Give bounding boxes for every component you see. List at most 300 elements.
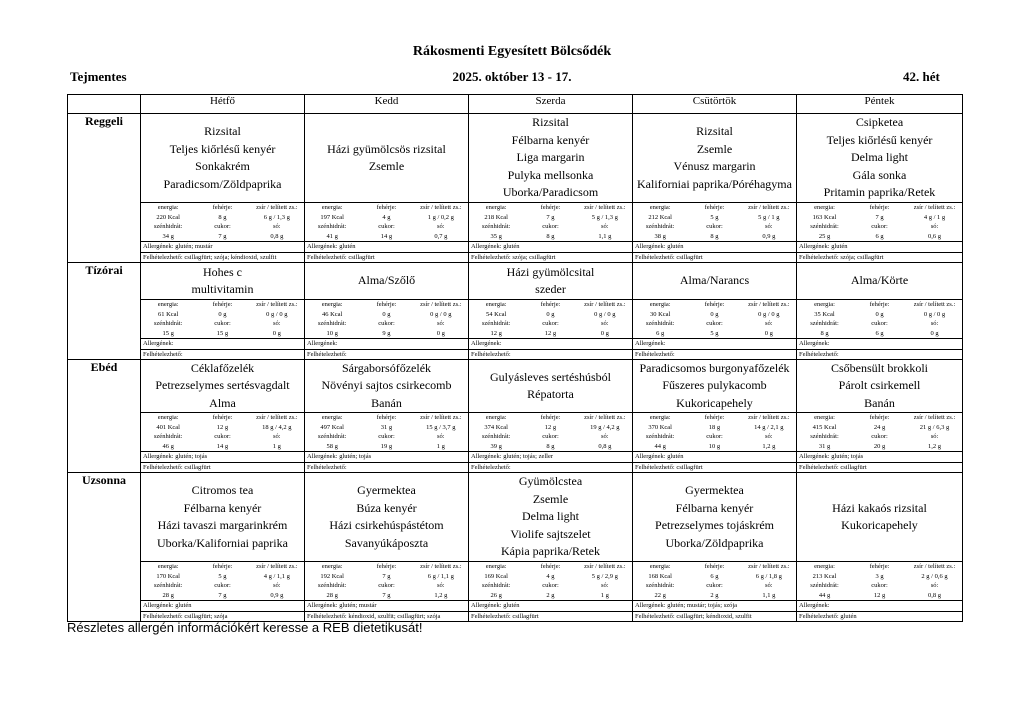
protein-value: 12 g bbox=[544, 423, 557, 431]
menu-item: Petrezselymes sertésvagdalt bbox=[155, 378, 290, 393]
menu-cell-friday bbox=[797, 263, 963, 360]
menu-item: Házi tavaszi margarinkrém bbox=[157, 518, 288, 532]
carb-value: 26 g bbox=[490, 591, 502, 599]
menu-item: Kukoricapehely bbox=[841, 518, 918, 532]
allergen-label: Allergének: bbox=[307, 340, 338, 347]
menu-item: Kaliforniai paprika/Póréhagyma bbox=[637, 176, 792, 191]
energy-value: 218 Kcal bbox=[484, 213, 508, 221]
protein-value: 5 g bbox=[218, 572, 227, 580]
fat-value: 5 g / 1,3 g bbox=[591, 213, 618, 221]
nutrition-table bbox=[141, 412, 304, 451]
allergen-label: Allergének: bbox=[635, 602, 666, 609]
menu-item: Alma/Körte bbox=[850, 273, 909, 288]
menu-item: Gála sonka bbox=[852, 167, 907, 182]
fat-label: zsír / telített zs.: bbox=[578, 562, 632, 572]
fat-label: zsír / telített zs.: bbox=[907, 562, 962, 572]
salt-value: 1 g bbox=[272, 442, 281, 450]
carb-label: szénhidrát: bbox=[481, 320, 511, 327]
sugar-label: cukor: bbox=[542, 433, 559, 440]
carb-value: 58 g bbox=[326, 442, 338, 450]
protein-value: 0 g bbox=[875, 310, 884, 318]
carb-label: szénhidrát: bbox=[810, 433, 839, 440]
energy-value: 170 Kcal bbox=[156, 572, 180, 580]
allergen-value: glutén bbox=[175, 602, 192, 609]
protein-label: fehérje: bbox=[359, 203, 413, 213]
allergen-value: glutén; tojás bbox=[339, 453, 372, 460]
date-range: 2025. október 13 - 17. bbox=[452, 69, 572, 84]
sugar-value: 7 g bbox=[218, 591, 227, 599]
meal-row bbox=[68, 360, 963, 473]
may-contain-value: csillagfürt; szója bbox=[184, 612, 228, 620]
may-contain-value: kéndioxid, szulfit; csillagfürt; szója bbox=[348, 612, 441, 620]
meal-row bbox=[68, 263, 963, 360]
may-contain-line bbox=[305, 252, 468, 263]
menu-item: Paradicsom/Zöldpaprika bbox=[163, 176, 282, 191]
salt-value: 1 g bbox=[436, 442, 445, 450]
protein-label: fehérje: bbox=[359, 562, 413, 572]
salt-value: 1,1 g bbox=[762, 591, 776, 599]
protein-label: fehérje: bbox=[523, 562, 577, 572]
fat-label: zsír / telített zs.: bbox=[414, 562, 468, 572]
energy-label: energia: bbox=[305, 413, 359, 423]
may-contain-value: csillagfürt bbox=[184, 463, 211, 471]
energy-value: 213 Kcal bbox=[812, 572, 837, 580]
menu-item: Fűszeres pulykacomb bbox=[662, 378, 767, 393]
carb-value: 15 g bbox=[162, 329, 174, 337]
may-contain-line bbox=[633, 252, 796, 263]
menu-item: Házi csirkehúspástétom bbox=[329, 518, 444, 532]
energy-label: energia: bbox=[469, 300, 523, 310]
salt-value: 0,9 g bbox=[762, 232, 776, 240]
carb-label: szénhidrát: bbox=[645, 223, 675, 230]
carb-value: 44 g bbox=[818, 591, 831, 599]
menu-item: Uborka/Kaliforniai paprika bbox=[157, 535, 288, 550]
allergen-line bbox=[305, 338, 468, 349]
fat-label: zsír / telített zs.: bbox=[250, 562, 304, 572]
energy-label: energia: bbox=[469, 562, 523, 572]
carb-value: 35 g bbox=[490, 232, 502, 240]
allergen-line bbox=[797, 451, 962, 462]
meal-label: Tízórai bbox=[68, 263, 141, 360]
menu-cell-tuesday bbox=[305, 114, 469, 263]
menu-item: Pritamin paprika/Retek bbox=[823, 185, 936, 200]
salt-label: só: bbox=[930, 582, 939, 589]
protein-label: fehérje: bbox=[523, 203, 577, 213]
allergen-line bbox=[469, 600, 632, 611]
may-contain-label: Felhételezhető: bbox=[799, 350, 839, 358]
menu-items bbox=[141, 263, 304, 299]
energy-value: 220 Kcal bbox=[156, 213, 180, 221]
menu-cell-friday bbox=[797, 360, 963, 473]
allergen-label: Allergének: bbox=[635, 340, 666, 347]
may-contain-value: csillagfürt bbox=[348, 253, 375, 261]
allergen-value: glutén bbox=[831, 243, 848, 250]
allergen-value: glutén bbox=[667, 453, 684, 460]
fat-label: zsír / telített zs.: bbox=[578, 203, 632, 213]
fat-value: 0 g / 0 g bbox=[594, 310, 616, 318]
carb-value: 10 g bbox=[326, 329, 338, 337]
nutrition-table bbox=[797, 412, 962, 451]
carb-value: 46 g bbox=[162, 442, 174, 450]
sugar-label: cukor: bbox=[378, 582, 395, 589]
menu-item: Teljes kiőrlésű kenyér bbox=[169, 141, 276, 156]
fat-label: zsír / telített zs.: bbox=[250, 203, 304, 213]
nutrition-table bbox=[797, 561, 962, 600]
allergen-label: Allergének: bbox=[143, 453, 174, 460]
energy-value: 169 Kcal bbox=[484, 572, 508, 580]
may-contain-value: csillagfürt bbox=[840, 463, 867, 471]
fat-value: 2 g / 0,6 g bbox=[921, 572, 948, 580]
energy-value: 61 Kcal bbox=[157, 310, 179, 318]
menu-item: Uborka/Paradicsom bbox=[502, 185, 599, 200]
sugar-value: 10 g bbox=[708, 442, 721, 450]
protein-label: fehérje: bbox=[852, 203, 907, 213]
carb-label: szénhidrát: bbox=[645, 320, 675, 327]
weekly-menu-table bbox=[67, 94, 963, 622]
menu-item: Félbarna kenyér bbox=[511, 132, 590, 147]
protein-label: fehérje: bbox=[852, 562, 907, 572]
salt-label: só: bbox=[765, 223, 773, 230]
may-contain-value: csillagfürt bbox=[676, 253, 703, 261]
menu-item: Zsemle bbox=[696, 141, 733, 156]
carb-label: szénhidrát: bbox=[317, 223, 347, 230]
menu-item: Zsemle bbox=[368, 159, 405, 173]
salt-label: só: bbox=[273, 433, 281, 440]
may-contain-line bbox=[305, 462, 468, 473]
energy-label: energia: bbox=[633, 203, 687, 213]
menu-item: Sonkakrém bbox=[195, 159, 250, 173]
nutrition-table bbox=[469, 299, 632, 338]
carb-label: szénhidrát: bbox=[317, 582, 347, 589]
day-header-thursday: Csütörtök bbox=[633, 95, 797, 114]
menu-cell-wednesday bbox=[469, 263, 633, 360]
sugar-value: 12 g bbox=[873, 591, 886, 599]
allergen-label: Allergének: bbox=[307, 602, 338, 609]
allergen-label: Allergének: bbox=[471, 243, 502, 250]
may-contain-label: Felhételezhető: bbox=[471, 612, 511, 620]
menu-item: Párolt csirkemell bbox=[838, 378, 921, 393]
corner-cell bbox=[68, 95, 141, 114]
fat-label: zsír / telített zs.: bbox=[414, 300, 468, 310]
protein-label: fehérje: bbox=[195, 413, 249, 423]
may-contain-label: Felhételezhető: bbox=[799, 463, 839, 471]
sugar-label: cukor: bbox=[214, 433, 231, 440]
energy-value: 197 Kcal bbox=[320, 213, 344, 221]
sugar-value: 15 g bbox=[216, 329, 229, 337]
allergen-label: Allergének: bbox=[799, 243, 830, 250]
carb-label: szénhidrát: bbox=[153, 582, 183, 589]
fat-value: 0 g / 0 g bbox=[758, 310, 780, 318]
protein-value: 5 g bbox=[710, 213, 719, 221]
menu-items bbox=[797, 263, 962, 299]
energy-value: 415 Kcal bbox=[812, 423, 837, 431]
energy-value: 370 Kcal bbox=[648, 423, 672, 431]
may-contain-line bbox=[305, 349, 468, 360]
salt-value: 0,9 g bbox=[270, 591, 284, 599]
carb-label: szénhidrát: bbox=[810, 582, 839, 589]
menu-item: Alma/Narancs bbox=[679, 273, 750, 288]
salt-label: só: bbox=[601, 582, 609, 589]
menu-cell-tuesday bbox=[305, 263, 469, 360]
allergen-label: Allergének: bbox=[471, 453, 502, 460]
menu-item: Félbarna kenyér bbox=[675, 500, 754, 515]
allergen-value: glutén; tojás; zeller bbox=[503, 453, 554, 460]
nutrition-table bbox=[633, 561, 796, 600]
menu-item: Citromos tea bbox=[191, 483, 254, 497]
salt-label: só: bbox=[601, 320, 609, 327]
document-title: Rákosmenti Egyesített Bölcsődék bbox=[412, 44, 612, 59]
menu-item: Házi gyümölcsös rizsital bbox=[327, 141, 446, 156]
allergen-line bbox=[305, 241, 468, 252]
may-contain-line bbox=[797, 252, 962, 263]
fat-value: 1 g / 0,2 g bbox=[427, 213, 454, 221]
day-header-wednesday: Szerda bbox=[469, 95, 633, 114]
allergen-line bbox=[305, 451, 468, 462]
energy-value: 54 Kcal bbox=[485, 310, 507, 318]
carb-value: 28 g bbox=[326, 591, 338, 599]
allergen-label: Allergének: bbox=[307, 453, 338, 460]
protein-label: fehérje: bbox=[195, 562, 249, 572]
carb-value: 34 g bbox=[162, 232, 174, 240]
carb-label: szénhidrát: bbox=[645, 433, 675, 440]
menu-item: Céklafőzelék bbox=[190, 360, 255, 375]
nutrition-table bbox=[469, 202, 632, 241]
fat-label: zsír / telített zs.: bbox=[414, 203, 468, 213]
menu-item: Rizsital bbox=[532, 115, 569, 130]
menu-item: Gyermektea bbox=[685, 483, 744, 497]
menu-item: Növényi sajtos csirkecomb bbox=[321, 378, 452, 393]
carb-value: 41 g bbox=[326, 232, 338, 240]
menu-item: Kukoricapehely bbox=[676, 395, 753, 410]
menu-item: Banán bbox=[864, 395, 895, 410]
menu-item: Rizsital bbox=[696, 124, 733, 138]
fat-value: 21 g / 6,3 g bbox=[919, 423, 950, 431]
allergen-value: glutén; mustár; tojás; szója bbox=[667, 602, 738, 609]
fat-label: zsír / telített zs.: bbox=[414, 413, 468, 423]
salt-value: 0 g bbox=[272, 329, 281, 337]
menu-cell-monday bbox=[141, 473, 305, 622]
fat-label: zsír / telített zs.: bbox=[907, 203, 962, 213]
may-contain-line bbox=[141, 462, 304, 473]
energy-label: energia: bbox=[141, 562, 195, 572]
salt-label: só: bbox=[273, 582, 281, 589]
may-contain-label: Felhételezhető: bbox=[307, 253, 347, 261]
protein-label: fehérje: bbox=[359, 300, 413, 310]
salt-value: 0,6 g bbox=[928, 232, 941, 240]
sugar-label: cukor: bbox=[706, 582, 723, 589]
salt-value: 0 g bbox=[436, 329, 445, 337]
fat-value: 18 g / 4,2 g bbox=[262, 423, 292, 431]
energy-label: energia: bbox=[633, 562, 687, 572]
carb-value: 39 g bbox=[490, 442, 502, 450]
may-contain-line bbox=[797, 349, 962, 360]
sugar-value: 8 g bbox=[546, 232, 555, 240]
salt-label: só: bbox=[437, 320, 445, 327]
energy-value: 401 Kcal bbox=[156, 423, 180, 431]
sugar-value: 2 g bbox=[546, 591, 555, 599]
protein-value: 24 g bbox=[873, 423, 886, 431]
carb-value: 22 g bbox=[654, 591, 666, 599]
salt-label: só: bbox=[930, 433, 939, 440]
salt-label: só: bbox=[930, 320, 939, 327]
menu-item: Répatorta bbox=[527, 387, 574, 401]
allergen-value: glutén; mustár bbox=[175, 243, 213, 250]
may-contain-line bbox=[469, 611, 632, 622]
fat-value: 6 g / 1,1 g bbox=[427, 572, 454, 580]
allergen-line bbox=[633, 338, 796, 349]
sugar-value: 8 g bbox=[710, 232, 719, 240]
sugar-label: cukor: bbox=[378, 433, 395, 440]
menu-item: Rizsital bbox=[204, 124, 241, 138]
menu-item: Liga margarin bbox=[516, 150, 585, 165]
allergen-line bbox=[633, 451, 796, 462]
menu-cell-thursday bbox=[633, 360, 797, 473]
carb-value: 12 g bbox=[490, 329, 502, 337]
energy-label: energia: bbox=[305, 300, 359, 310]
carb-label: szénhidrát: bbox=[153, 320, 183, 327]
menu-item: Csipketea bbox=[855, 115, 904, 130]
salt-value: 1,2 g bbox=[928, 442, 941, 450]
protein-label: fehérje: bbox=[359, 413, 413, 423]
may-contain-line bbox=[469, 349, 632, 360]
carb-label: szénhidrát: bbox=[481, 433, 511, 440]
sugar-value: 7 g bbox=[382, 591, 391, 599]
meal-label: Ebéd bbox=[68, 360, 141, 473]
salt-value: 0,7 g bbox=[434, 232, 448, 240]
menu-item: Félbarna kenyér bbox=[183, 500, 262, 515]
carb-label: szénhidrát: bbox=[153, 433, 183, 440]
menu-item: Petrezselymes tojáskrém bbox=[655, 518, 774, 532]
salt-value: 1 g bbox=[600, 591, 609, 599]
sugar-value: 8 g bbox=[546, 442, 555, 450]
fat-label: zsír / telített zs.: bbox=[742, 203, 796, 213]
menu-items bbox=[305, 114, 468, 202]
fat-value: 0 g / 0 g bbox=[266, 310, 288, 318]
fat-label: zsír / telített zs.: bbox=[907, 413, 962, 423]
allergen-line bbox=[633, 600, 796, 611]
protein-label: fehérje: bbox=[195, 203, 249, 213]
allergen-line bbox=[797, 338, 962, 349]
salt-value: 0 g bbox=[764, 329, 773, 337]
sugar-value: 9 g bbox=[382, 329, 391, 337]
menu-items bbox=[141, 360, 304, 412]
sugar-value: 5 g bbox=[710, 329, 719, 337]
sugar-value: 20 g bbox=[873, 442, 886, 450]
energy-value: 30 Kcal bbox=[649, 310, 671, 318]
menu-cell-wednesday bbox=[469, 360, 633, 473]
fat-value: 14 g / 2,1 g bbox=[754, 423, 784, 431]
meal-row bbox=[68, 473, 963, 622]
energy-label: energia: bbox=[797, 413, 852, 423]
energy-label: energia: bbox=[797, 203, 852, 213]
menu-item: Gulyásleves sertéshúsból bbox=[490, 369, 611, 384]
may-contain-label: Felhételezhető: bbox=[799, 253, 839, 261]
energy-label: energia: bbox=[141, 203, 195, 213]
sugar-label: cukor: bbox=[378, 223, 395, 230]
meal-label: Reggeli bbox=[68, 114, 141, 263]
salt-value: 0,8 g bbox=[928, 591, 941, 599]
salt-label: só: bbox=[437, 433, 445, 440]
carb-value: 44 g bbox=[654, 442, 666, 450]
protein-value: 0 g bbox=[382, 310, 391, 318]
protein-label: fehérje: bbox=[687, 413, 741, 423]
energy-label: energia: bbox=[633, 300, 687, 310]
allergen-line bbox=[141, 600, 304, 611]
allergen-line bbox=[469, 241, 632, 252]
nutrition-table bbox=[305, 299, 468, 338]
may-contain-label: Felhételezhető: bbox=[799, 612, 839, 620]
carb-value: 8 g bbox=[820, 329, 829, 337]
protein-value: 7 g bbox=[546, 213, 555, 221]
menu-item: Banán bbox=[371, 395, 402, 410]
allergen-label: Allergének: bbox=[799, 340, 830, 347]
fat-value: 5 g / 1 g bbox=[758, 213, 780, 221]
may-contain-label: Felhételezhető: bbox=[471, 253, 511, 261]
menu-cell-monday bbox=[141, 360, 305, 473]
energy-value: 168 Kcal bbox=[648, 572, 672, 580]
allergen-line bbox=[141, 241, 304, 252]
fat-value: 0 g / 0 g bbox=[923, 310, 946, 318]
menu-items bbox=[797, 360, 962, 412]
fat-value: 15 g / 3,7 g bbox=[426, 423, 456, 431]
menu-item: Alma/Szőlő bbox=[357, 273, 416, 288]
allergen-label: Allergének: bbox=[635, 453, 666, 460]
salt-label: só: bbox=[601, 223, 609, 230]
fat-value: 6 g / 1,3 g bbox=[263, 213, 290, 221]
salt-value: 0,8 g bbox=[270, 232, 284, 240]
menu-item: Sárgaborsófőzelék bbox=[341, 360, 432, 375]
energy-label: energia: bbox=[797, 300, 852, 310]
allergen-label: Allergének: bbox=[143, 340, 174, 347]
day-header-friday: Péntek bbox=[797, 95, 963, 114]
menu-items bbox=[797, 114, 962, 202]
menu-item: Kápia paprika/Retek bbox=[501, 544, 600, 559]
allergen-value: glutén; tojás bbox=[831, 453, 864, 460]
nutrition-table bbox=[141, 561, 304, 600]
menu-cell-wednesday bbox=[469, 114, 633, 263]
carb-label: szénhidrát: bbox=[153, 223, 183, 230]
allergen-line bbox=[305, 600, 468, 611]
menu-item: Házi gyümölcsital bbox=[506, 264, 595, 279]
may-contain-label: Felhételezhető: bbox=[307, 612, 347, 620]
fat-label: zsír / telített zs.: bbox=[250, 300, 304, 310]
nutrition-table bbox=[633, 202, 796, 241]
day-header-monday: Hétfő bbox=[141, 95, 305, 114]
sugar-label: cukor: bbox=[378, 320, 395, 327]
menu-items bbox=[469, 263, 632, 299]
menu-cell-thursday bbox=[633, 473, 797, 622]
salt-value: 0 g bbox=[600, 329, 609, 337]
salt-label: só: bbox=[765, 582, 773, 589]
energy-value: 374 Kcal bbox=[484, 423, 508, 431]
menu-item: Hohes c bbox=[203, 264, 242, 279]
may-contain-value: csillagfürt; kéndioxid, szulfit bbox=[676, 612, 752, 620]
sugar-value: 2 g bbox=[710, 591, 719, 599]
allergen-value: glutén bbox=[339, 243, 356, 250]
fat-label: zsír / telített zs.: bbox=[742, 413, 796, 423]
may-contain-label: Felhételezhető: bbox=[635, 612, 675, 620]
protein-label: fehérje: bbox=[852, 413, 907, 423]
energy-value: 212 Kcal bbox=[648, 213, 672, 221]
may-contain-value: csillagfürt bbox=[676, 463, 703, 471]
sugar-label: cukor: bbox=[871, 582, 888, 589]
protein-label: fehérje: bbox=[687, 562, 741, 572]
nutrition-table bbox=[305, 412, 468, 451]
fat-label: zsír / telített zs.: bbox=[578, 300, 632, 310]
protein-value: 31 g bbox=[380, 423, 393, 431]
may-contain-line bbox=[469, 462, 632, 473]
protein-label: fehérje: bbox=[687, 203, 741, 213]
